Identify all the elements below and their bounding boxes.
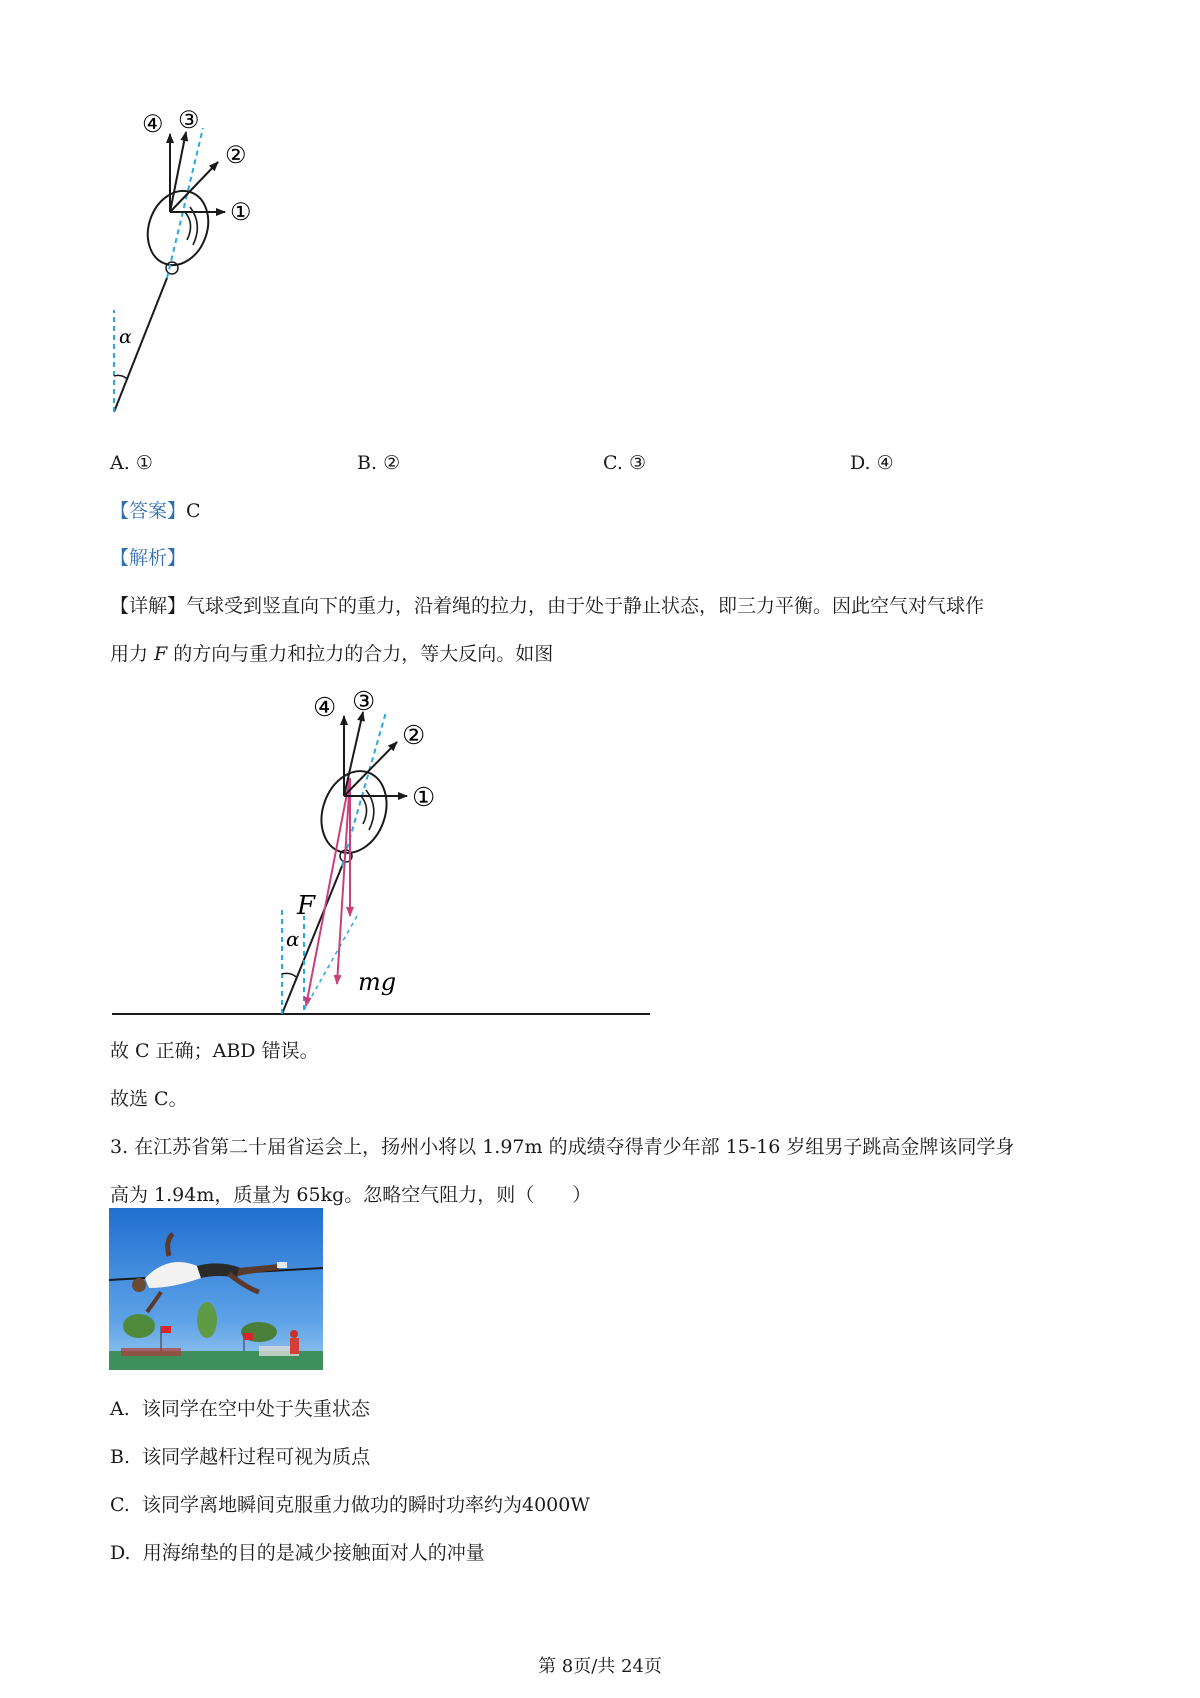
- option-text: ④: [876, 452, 894, 474]
- q3-option-c[interactable]: [110, 1491, 590, 1519]
- force-label-3: ③: [178, 106, 200, 134]
- option-b[interactable]: [357, 452, 400, 474]
- high-jump-photo: [109, 1208, 323, 1370]
- answer-line: [110, 497, 201, 525]
- q3-option-d[interactable]: [110, 1539, 485, 1567]
- force-arrow-3: [170, 132, 186, 212]
- answer-tag: 【答案】: [110, 500, 187, 522]
- balloon: [311, 762, 398, 862]
- force-label-4: ④: [142, 110, 164, 138]
- detail-text-1: 气球受到竖直向下的重力，沿着绳的拉力，由于处于静止状态，即三力平衡。因此空气对气球作: [186, 595, 985, 617]
- page-number: 第 8页/共 24页: [538, 1656, 662, 1677]
- option-a[interactable]: [110, 452, 153, 474]
- conclusion-1: 故 C 正确；ABD 错误。: [110, 1040, 319, 1062]
- force-symbol-F: F: [154, 643, 168, 665]
- option-letter: B.: [357, 452, 378, 474]
- balloon-highlight: [361, 796, 367, 824]
- option-text: ②: [383, 452, 401, 474]
- option-d[interactable]: [850, 452, 894, 474]
- conclusion-2: 故选 C。: [110, 1088, 188, 1110]
- option-c[interactable]: [603, 452, 646, 474]
- q3-option-b[interactable]: [110, 1443, 370, 1471]
- force-label-1: ①: [230, 198, 252, 226]
- option-text: ①: [135, 452, 153, 474]
- option-letter: B.: [110, 1446, 131, 1468]
- q3-option-a[interactable]: [110, 1395, 370, 1423]
- option-text: 用海绵垫的目的是减少接触面对人的冲量: [142, 1542, 485, 1564]
- balloon: [138, 182, 218, 273]
- balloon-force-figure-1: [100, 100, 300, 420]
- balloon-highlight: [185, 212, 191, 240]
- force-label-4: ④: [313, 693, 337, 723]
- force-label-1: ①: [412, 783, 436, 813]
- alpha-label: α: [119, 326, 132, 348]
- force-arrow-3: [344, 712, 363, 796]
- force-label-2: ②: [402, 721, 426, 751]
- analysis-tag: 【解析】: [110, 547, 187, 569]
- balloon-force-figure-2: [110, 684, 670, 1019]
- detail-line-2: [110, 640, 553, 668]
- option-letter: D.: [850, 452, 871, 474]
- force-label-3: ③: [352, 687, 376, 717]
- parallelogram-side-dashed: [304, 916, 357, 1010]
- detail-line-1: [110, 592, 984, 620]
- option-text: 该同学越杆过程可视为质点: [142, 1446, 371, 1468]
- angle-arc: [114, 375, 127, 379]
- high-jump-illustration: [109, 1208, 323, 1370]
- angle-arc: [282, 973, 296, 977]
- option-text: 该同学离地瞬间克服重力做功的瞬时功率约为4000W: [142, 1494, 590, 1516]
- option-text: ③: [628, 452, 646, 474]
- alpha-label: α: [286, 927, 300, 951]
- detail-tag: 【详解】: [110, 595, 187, 617]
- option-letter: C.: [603, 452, 623, 474]
- F-label: F: [297, 891, 316, 921]
- q3-stem-line-2: 高为 1.94m，质量为 65kg。忽略空气阻力，则（ ）: [110, 1184, 592, 1206]
- option-letter: C.: [110, 1494, 130, 1516]
- force-arrow-2: [344, 742, 397, 796]
- detail-text-2b: 的方向与重力和拉力的合力，等大反向。如图: [167, 643, 554, 665]
- force-label-2: ②: [225, 141, 247, 169]
- option-letter: A.: [110, 1398, 130, 1420]
- answer-value: C: [186, 500, 201, 522]
- option-letter: D.: [110, 1542, 131, 1564]
- mg-label: mg: [358, 968, 397, 996]
- q3-stem-line-1: 3. 在江苏省第二十届省运会上，扬州小将以 1.97m 的成绩夺得青少年部 15-16 岁组男子跳高金牌该同学身: [110, 1136, 1015, 1158]
- option-text: 该同学在空中处于失重状态: [141, 1398, 370, 1420]
- option-letter: A.: [110, 452, 130, 474]
- detail-text-2a: 用力: [110, 643, 155, 665]
- page-footer: [0, 1652, 1200, 1678]
